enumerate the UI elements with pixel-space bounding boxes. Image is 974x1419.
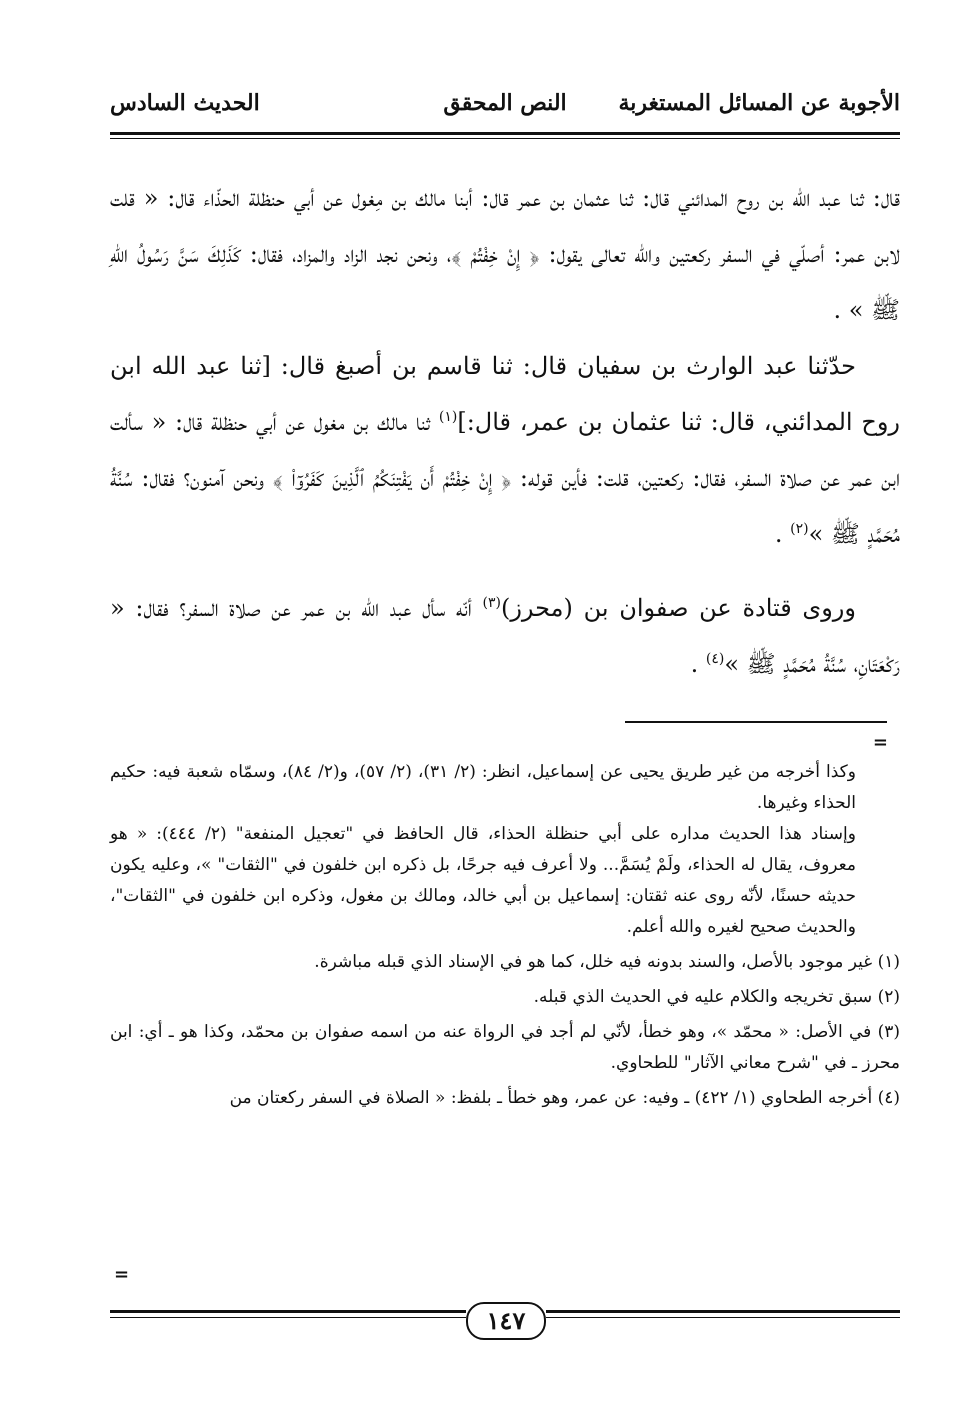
continuation-mark-bottom: = (114, 1264, 130, 1285)
footnote: (٢) سبق تخريجه والكلام عليه في الحديث الذي قبله. (533, 987, 900, 1007)
footer-rule-left-thin (110, 1317, 466, 1318)
paragraph-text: ثنا مالك بن مغول عن أبي حنظلة قال: « سألت ابن عمر عن صلاة السفر، فقال: ركعتين، قلت: فأين قوله: ﴿ إِنْ خِفْتُمْ أَن يَفْتِنَكُمُ ٱلَّذِينَ كَفَرُوٓاْ ﴾ ونحن آمنون؟ فقال: سُنَّةُ مُحَمَّدٍ ﷺ » (110, 408, 900, 548)
paragraph-text: . (690, 650, 706, 678)
book-title: الأجوبة عن المسائل المستغربة (618, 90, 900, 116)
footnote: (١) غير موجود بالأصل، والسند بدونه فيه خلل، كما هو في الإسناد الذي قبله مباشرة. (314, 952, 900, 972)
page-number: ١٤٧ (466, 1302, 546, 1340)
footnotes (110, 757, 900, 1114)
paragraph-text: أنّه سأل عبد الله بن عمر عن صلاة السفر؟ فقال: « رَكْعَتَانِ، سُنَّةُ مُحَمَّدٍ ﷺ » (110, 594, 900, 678)
page-footer (110, 1300, 900, 1340)
footnote-separator (625, 721, 887, 723)
footnote-continuation: وكذا أخرجه من غير طريق يحيى عن إسماعيل، انظر: (٢/ ٣١)، (٢/ ٥٧)، و(٢/ ٨٤)، وسمّاه شعبة فيه: حكيم الحذاء وغيرها. (110, 762, 856, 813)
header-rule-thin (110, 138, 900, 139)
paragraph-text: حدّثنا عبد الوارث بن سفيان قال: ثنا قاسم بن أصبغ قال: [ثنا عبد الله ابن روح المدائني، قال: ثنا عثمان بن عمر، قال:] (110, 352, 901, 436)
footer-rule-right (546, 1310, 900, 1313)
paragraph (110, 338, 900, 562)
footnote-ref: (٣) (482, 595, 501, 611)
paragraph-text: . (774, 520, 791, 548)
footnote: (٣) في الأصل: « محمّد »، وهو خطأ، لأنّي لم أجد في الرواة عنه من اسمه صفوان بن محمّد، وكذا هو ـ أي: ابن محرز ـ في "شرح معاني الآثار" للطحاوي. (110, 1022, 900, 1073)
chapter-title: الحديث السادس (110, 90, 260, 116)
continuation-mark-top: = (872, 732, 888, 753)
footnote: (٤) أخرجه الطحاوي (١/ ٤٢٢) ـ وفيه: عن عمر، وهو خطأ ـ بلفظ: « الصلاة في السفر ركعتان من (229, 1088, 900, 1108)
footnote-continuation: وإسناد هذا الحديث مداره على أبي حنظلة الحذاء، قال الحافظ في "تعجيل المنفعة" (٢/ ٤٤٤): « هو معروف، يقال له الحذاء، ولَمْ يُسَمَّ... ولا أعرف فيه جرحًا، بل ذكره ابن خلفون في "الثقات" »، وعليه يكون حديثه حسنًا، لأنّه روى عنه ثقتان: إسماعيل بن أبي خالد، ومالك بن مغول، وذكره ابن خلفون في "الثقات"، والحديث صحيح لغيره والله أعلم. (110, 824, 856, 937)
running-header (110, 90, 900, 126)
footer-rule-right-thin (546, 1317, 900, 1318)
footnote-ref: (١) (438, 409, 458, 425)
paragraph: قال: ثنا عبد الله بن روح المدائني قال: ثنا عثمان بن عمر قال: أبنا مالك بن مِغول عن أبي حنظلة الحذّاء قال: « قلت لابن عمر: أصلّي في السفر ركعتين والله تعالى يقول: ﴿ إِنْ خِفْتُمْ ﴾، ونحن نجد الزاد والمزاد، فقال: كَذَلِكَ سَنَّ رَسُولُ اللهِ ﷺ » . (110, 184, 900, 324)
footnote-ref: (٢) (790, 521, 809, 537)
paragraph-text: وروى قتادة عن صفوان بن (محرز) (500, 594, 856, 622)
footer-rule-left (110, 1310, 466, 1313)
footnote-ref: (٤) (705, 651, 725, 667)
section-title: النص المحقق (443, 90, 567, 116)
main-text (110, 170, 900, 692)
paragraph (110, 580, 900, 692)
header-rule-thick (110, 132, 900, 135)
